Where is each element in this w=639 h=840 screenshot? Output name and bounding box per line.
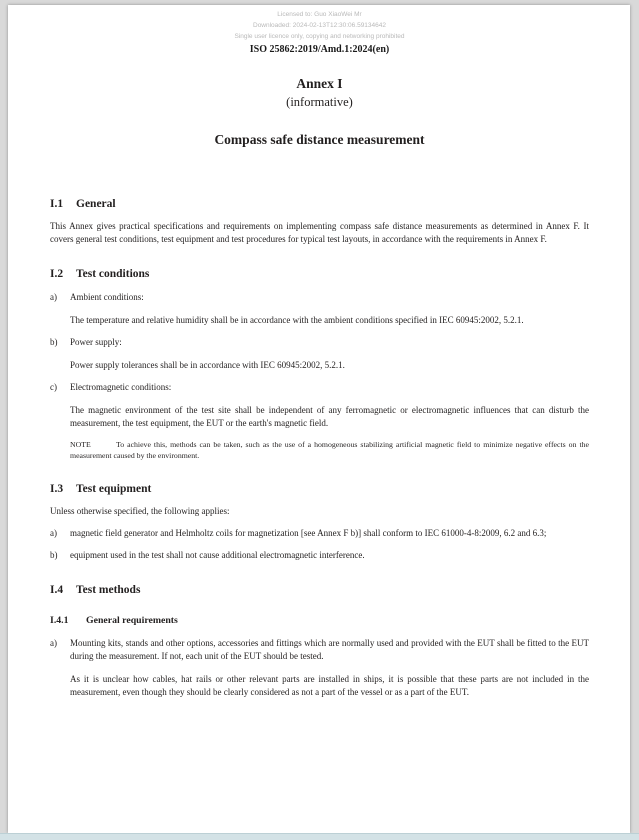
section-heading-i4-1 bbox=[50, 614, 589, 628]
list-item-paragraph: magnetic field generator and Helmholtz coils for magnetization [see Annex F b)] shall conform to IEC 61000-4-8:2009, 6.2 and 6.3; bbox=[70, 528, 547, 538]
note bbox=[70, 439, 589, 461]
list-item bbox=[50, 336, 589, 372]
note-text: To achieve this, methods can be taken, such as the use of a homogeneous stabilizing artificial magnetic field to minimize negative effects on the measurement caused by the environment. bbox=[70, 440, 589, 460]
license-line-1: Licensed to: Guo XiaoWei Mr bbox=[277, 11, 362, 18]
section-number: I.4 bbox=[50, 584, 64, 596]
list-item-paragraph: Mounting kits, stands and other options, accessories and fittings which are normally used and provided with the EUT shall be fitted to the EUT during the measurement. If not, each unit of the EUT should be tested. bbox=[70, 638, 589, 661]
list-item-paragraph: The temperature and relative humidity shall be in accordance with the ambient conditions specified in IEC 60945:2002, 5.2.1. bbox=[70, 315, 524, 325]
list-item-content bbox=[70, 549, 589, 562]
section-number: I.1 bbox=[50, 198, 64, 210]
note-label: NOTE bbox=[70, 440, 91, 449]
section-title: General bbox=[76, 198, 116, 210]
list-item-paragraph: Power supply tolerances shall be in accordance with IEC 60945:2002, 5.2.1. bbox=[70, 360, 345, 370]
list-item-content bbox=[70, 637, 589, 699]
document-reference: ISO 25862:2019/Amd.1:2024(en) bbox=[249, 44, 390, 55]
list-item-label: a) bbox=[50, 528, 57, 538]
document-page bbox=[8, 5, 630, 833]
list-item-paragraph: The magnetic environment of the test site shall be independent of any ferromagnetic or electromagnetic influences that can disturb the measurement, the test equipment, the EUT or the earth's magnetic field. bbox=[70, 405, 589, 428]
list-item-content bbox=[70, 381, 589, 461]
section-title: Test methods bbox=[76, 584, 141, 596]
list-item-paragraph: equipment used in the test shall not cause additional electromagnetic interference. bbox=[70, 550, 365, 560]
license-line-3: Single user licence only, copying and networking prohibited bbox=[234, 33, 405, 40]
list-item-paragraph: As it is unclear how cables, hat rails or other relevant parts are installed in ships, it is possible that these parts are not included in the measurement, even though they should be clearly considered as not a part of the vessel or as a part of the EUT. bbox=[70, 674, 589, 697]
list-item-content bbox=[70, 527, 589, 540]
list-item-label: b) bbox=[50, 337, 58, 347]
list-item-content bbox=[70, 291, 589, 327]
paragraph: Unless otherwise specified, the following applies: bbox=[50, 506, 230, 516]
list-item-content bbox=[70, 336, 589, 372]
list-item-label: c) bbox=[50, 382, 57, 392]
annex-subheading: (informative) bbox=[286, 95, 353, 109]
license-line-2: Downloaded: 2024-02-13T12:30:06.59134642 bbox=[253, 22, 386, 29]
list-item-label: a) bbox=[50, 638, 57, 648]
list-item bbox=[50, 527, 589, 540]
section-number: I.4.1 bbox=[50, 615, 69, 626]
list-item-label: b) bbox=[50, 550, 58, 560]
section-title: Test equipment bbox=[76, 483, 152, 495]
list-item-heading: Power supply: bbox=[70, 337, 122, 347]
license-header bbox=[50, 9, 589, 42]
section-number: I.2 bbox=[50, 268, 64, 280]
section-heading-i1 bbox=[50, 196, 589, 212]
annex-heading: Annex I bbox=[296, 76, 343, 91]
list-item-heading: Ambient conditions: bbox=[70, 292, 144, 302]
list-item-label: a) bbox=[50, 292, 57, 302]
list-item bbox=[50, 637, 589, 699]
list-item bbox=[50, 291, 589, 327]
paragraph: This Annex gives practical specifications and requirements on implementing compass safe distance measurements as determined in Annex F. It covers general test conditions, test equipment and test procedures for typical test layouts, in accordance with the requirements in Annex F. bbox=[50, 221, 589, 244]
viewer-bottom-strip bbox=[0, 833, 639, 840]
section-title: Test conditions bbox=[76, 268, 150, 280]
list-item bbox=[50, 549, 589, 562]
section-heading-i4 bbox=[50, 582, 589, 598]
section-title: General requirements bbox=[86, 615, 178, 626]
list-item bbox=[50, 381, 589, 461]
document-title: Compass safe distance measurement bbox=[214, 132, 425, 147]
section-heading-i3 bbox=[50, 481, 589, 497]
list-item-heading: Electromagnetic conditions: bbox=[70, 382, 172, 392]
section-heading-i2 bbox=[50, 266, 589, 282]
section-number: I.3 bbox=[50, 483, 64, 495]
